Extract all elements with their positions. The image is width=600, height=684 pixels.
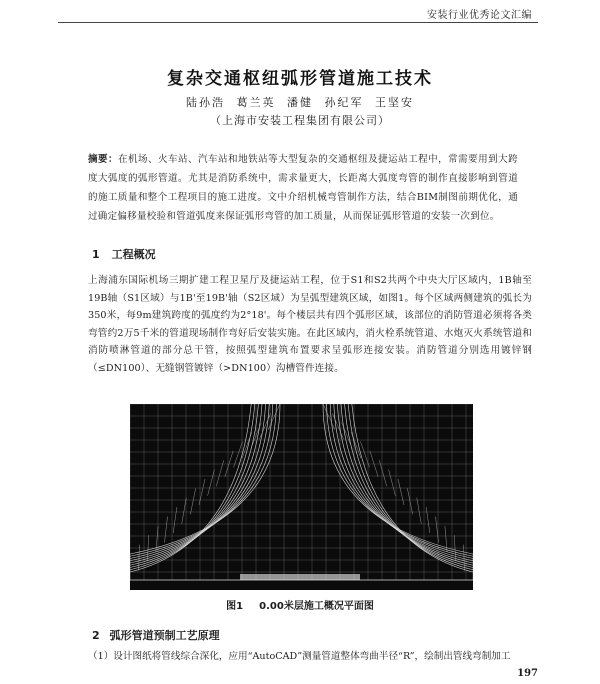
figure-caption-text: 0.00米层施工概况平面图: [259, 601, 374, 612]
paper-title: 复杂交通枢纽弧形管道施工技术: [167, 69, 433, 89]
section-2-number: 2: [92, 629, 100, 642]
cad-drawing: [130, 404, 473, 590]
figure-number: 图1: [226, 601, 244, 612]
abstract-text: 在机场、火车站、汽车站和地铁站等大型复杂的交通枢纽及捷运站工程中，常需要用到大跨度大弧度的弧形管道。尤其是消防系统中，需求量更大，长距离大弧度弯管的制作直接影响到管道的施工质量和整个工程项目的施工进度。文中介绍机械弯管制作方法，结合BIM制图前期优化，通过确定偏移量校验和管道弧度来保证弧形弯管的加工质量，从而保证弧形管道的安装一次到位。: [88, 154, 518, 222]
section-2-title: 弧形管道预制工艺原理: [109, 629, 220, 642]
section-1-paragraph: 上海浦东国际机场三期扩建工程卫星厅及捷运站工程，位于S1和S2共两个中央大厅区域内，1B轴至19B轴（S1区域）与1B'至19B'轴（S2区域）为呈弧型建筑区域，如图1。每个区域两侧建筑的弧长为350米，每9m建筑跨度的弧度约为2°18'。每个楼层共有四个弧形区域，该部位的消防管道必须将各类弯管约2万5千米的管道现场制作弯好后安装实施。在此区域内，消火栓系统管道、水炮灭火系统管道和消防喷淋管道的部分总干管，按照弧型建筑布置要求呈弧形连接安装。消防管道分别选用镀锌钢（≤DN100）、无缝钢管镀锌（>DN100）沟槽管件连接。: [88, 275, 532, 374]
section-2-heading: [92, 627, 220, 643]
abstract-label: 摘要：: [88, 154, 119, 165]
section-1-number: 1: [92, 248, 100, 261]
figure-1-cad-plan: [130, 404, 473, 590]
figure-1-caption: [0, 597, 600, 612]
authors: 陆孙浩 葛兰英 潘健 孙纪军 王坚安: [186, 96, 414, 109]
page-number: 197: [517, 668, 538, 679]
section-2-paragraph: （1）设计图纸将管线综合深化，应用“AutoCAD”测量管道整体弯曲半径“R”，绘制出管线弯制加工: [88, 651, 511, 662]
running-header: 安装行业优秀论文汇编: [427, 10, 532, 21]
section-1-title: 工程概况: [111, 248, 156, 261]
header-rule: [58, 22, 538, 23]
abstract: [88, 150, 518, 226]
section-1-heading: [92, 246, 156, 262]
affiliation: （上海市安装工程集团有限公司）: [210, 114, 390, 127]
